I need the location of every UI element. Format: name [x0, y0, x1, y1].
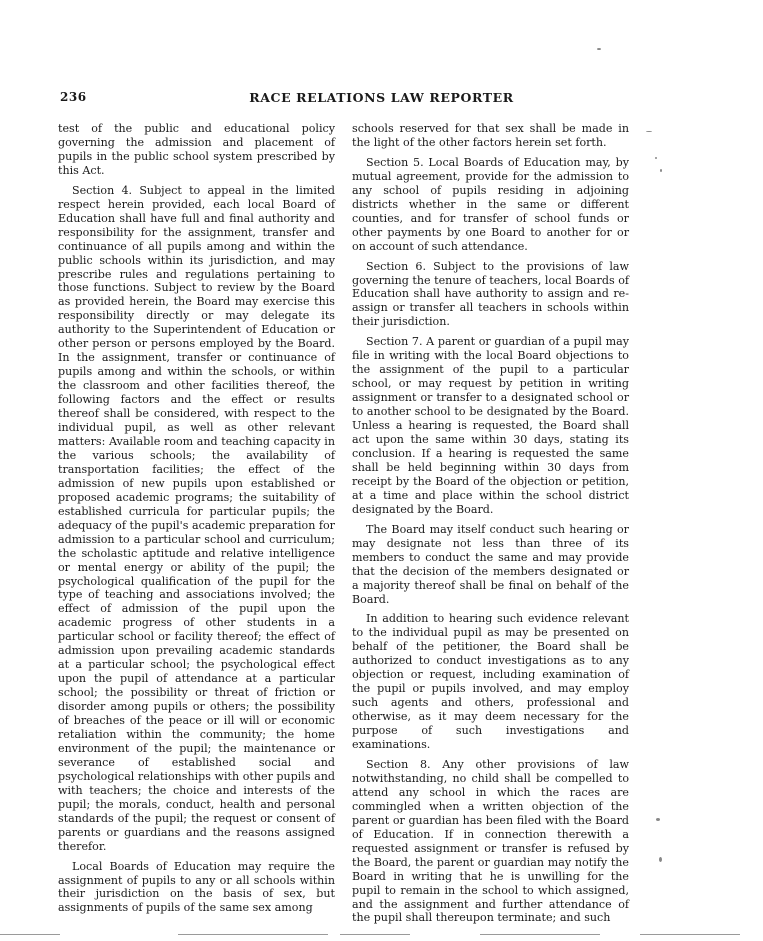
right-column	[352, 122, 629, 931]
paragraph: test of the public and educational policy governing the admission and placement of pupils in the public school system prescribed by this Act.	[58, 122, 335, 177]
paragraph: Section 6. Subject to the provisions of law governing the tenure of teachers, local Boards of Education shall have authority to assign and re-assign or transfer all teachers in schools within their jurisdiction.	[352, 259, 629, 329]
paragraph: Local Boards of Education may require the assignment of pupils to any or all schools within their jurisdiction on the basis of sex, but assignments of pupils of the same sex among	[58, 859, 335, 915]
scan-speck	[659, 857, 662, 862]
scan-speck	[646, 131, 652, 132]
paragraph: In addition to hearing such evidence relevant to the individual pupil as may be presented on behalf of the petitioner, the Board shall be authorized to conduct investigations as to any objection or request, including examination of the pupil or pupils involved, and may employ such agents and others, professional and otherwise, as it may deem necessary for the purpose of such investigations and examinations.	[352, 612, 629, 752]
scan-speck	[660, 169, 662, 172]
page-number: 236	[60, 90, 87, 104]
scan-speck	[655, 157, 657, 159]
scan-speck	[597, 48, 601, 50]
running-head: RACE RELATIONS LAW REPORTER	[249, 90, 514, 105]
paragraph: schools reserved for that sex shall be made in the light of the other factors herein set forth.	[352, 122, 629, 149]
paragraph: Section 8. Any other provisions of law notwithstanding, no child shall be compelled to attend any school in which the races are commingled when a written objection of the parent or guardian has been filed with the Board of Education. If in connection therewith a requested assignment or transfer is refused by the Board, the parent or guardian may notify the Board in writing that he is unwilling for the pupil to remain in the school to which assigned, and the assignment and further attendance of the pupil shall thereupon terminate; and such	[352, 757, 629, 925]
paragraph: Section 5. Local Boards of Education may, by mutual agreement, provide for the admission to any school of pupils residing in adjoining districts whether in the same or different counties, and for transfer of school funds or other payments by one Board to another for or on account of such attendance.	[352, 155, 629, 253]
paragraph: The Board may itself conduct such hearing or may designate not less than three of its members to conduct the same and may provide that the decision of the members designated or a majority thereof shall be final on behalf of the Board.	[352, 522, 629, 606]
left-column	[58, 122, 335, 921]
scan-speck	[656, 818, 660, 821]
paragraph: Section 4. Subject to appeal in the limited respect herein provided, each local Board of Education shall have full and final authority and responsibility for the assignment, transfer and continuance of all pupils among and within the public schools within its jurisdiction, and may prescribe rules and regulations pertaining to those functions. Subject to review by the Board as provided herein, the Board may exercise this responsibility directly or may delegate its authority to the Superintendent of Education or other person or persons employed by the Board. In the assignment, transfer or continuance of pupils among and within the schools, or within the classroom and other facilities thereof, the following factors and the effect or results thereof shall be considered, with respect to the individual pupil, as well as other relevant matters: Available room and teaching capacity in the various schools; the availability of transportation facilities; the effect of the admission of new pupils upon established or proposed academic programs; the suitability of established curricula for particular pupils; the adequacy of the pupil's academic preparation for admission to a particular school and curriculum; the scholastic aptitude and relative intelligence or mental energy or ability of the pupil; the psychological qualification of the pupil for the type of teaching and associations involved; the effect of admission of the pupil upon the academic progress of other students in a particular school or facility thereof; the effect of admission upon prevailing academic standards at a particular school; the psychological effect upon the pupil of attendance at a particular school; the possibility or threat of friction or disorder among pupils or others; the possibility of breaches of the peace or ill will or economic retaliation within the community; the home environment of the pupil; the maintenance or severance of established social and psychological relationships with other pupils and with teachers; the choice and interests of the pupil; the morals, conduct, health and personal standards of the pupil; the request or consent of parents or guardians and the reasons assigned therefor.	[58, 183, 335, 853]
footer-rule	[178, 934, 328, 935]
footer-rule	[0, 934, 60, 935]
footer-rule	[340, 934, 410, 935]
footer-rule	[480, 934, 600, 935]
paragraph: Section 7. A parent or guardian of a pupil may file in writing with the local Board objections to the assignment of the pupil to a particular school, or may request by petition in writing assignment or transfer to a designated school or to another school to be designated by the Board. Unless a hearing is requested, the Board shall act upon the same within 30 days, stating its conclusion. If a hearing is requested the same shall be held beginning within 30 days from receipt by the Board of the objection or petition, at a time and place within the school district designated by the Board.	[352, 335, 629, 516]
footer-rule	[640, 934, 740, 935]
